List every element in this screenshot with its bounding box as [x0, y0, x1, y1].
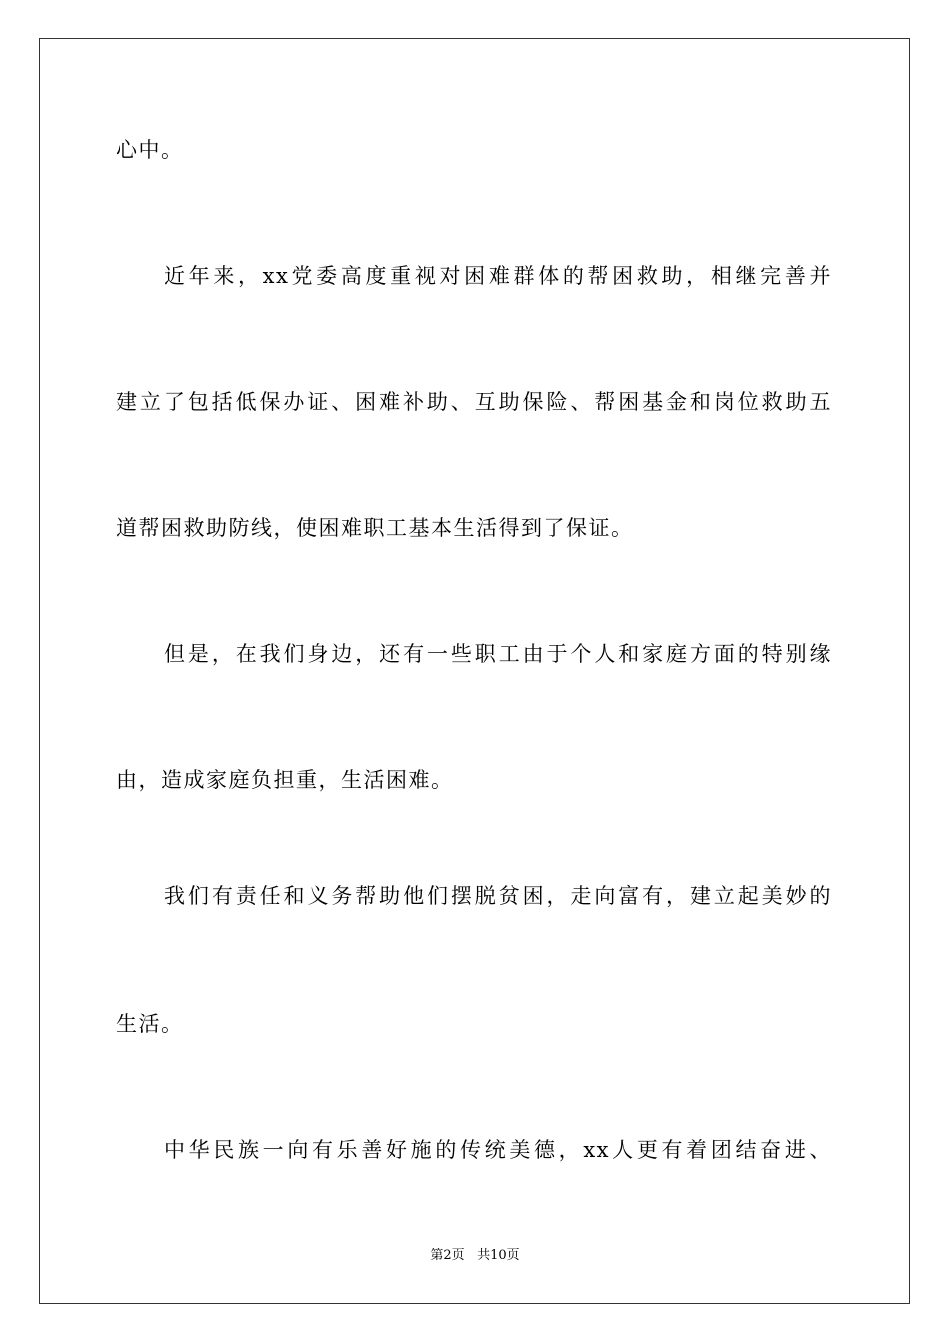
page-total: 共10页 [477, 1248, 520, 1263]
paragraph-line: 由，造成家庭负担重，生活困难。 [116, 768, 454, 792]
paragraph-line: 中华民族一向有乐善好施的传统美德，xx人更有着团结奋进、 [164, 1138, 832, 1162]
paragraph-line: 心中。 [116, 138, 184, 162]
page-footer [0, 1247, 950, 1265]
paragraph-line: 道帮困救助防线，使困难职工基本生活得到了保证。 [116, 516, 634, 540]
paragraph-line: 近年来，xx党委高度重视对困难群体的帮困救助，相继完善并 [164, 264, 832, 288]
paragraph-line: 建立了包括低保办证、困难补助、互助保险、帮困基金和岗位救助五 [116, 390, 832, 414]
paragraph-line: 生活。 [116, 1012, 184, 1036]
page-border [39, 38, 910, 1304]
page-number: 第2页 [430, 1248, 465, 1263]
paragraph-line: 我们有责任和义务帮助他们摆脱贫困，走向富有，建立起美妙的 [164, 884, 832, 908]
paragraph-line: 但是，在我们身边，还有一些职工由于个人和家庭方面的特别缘 [164, 642, 832, 666]
